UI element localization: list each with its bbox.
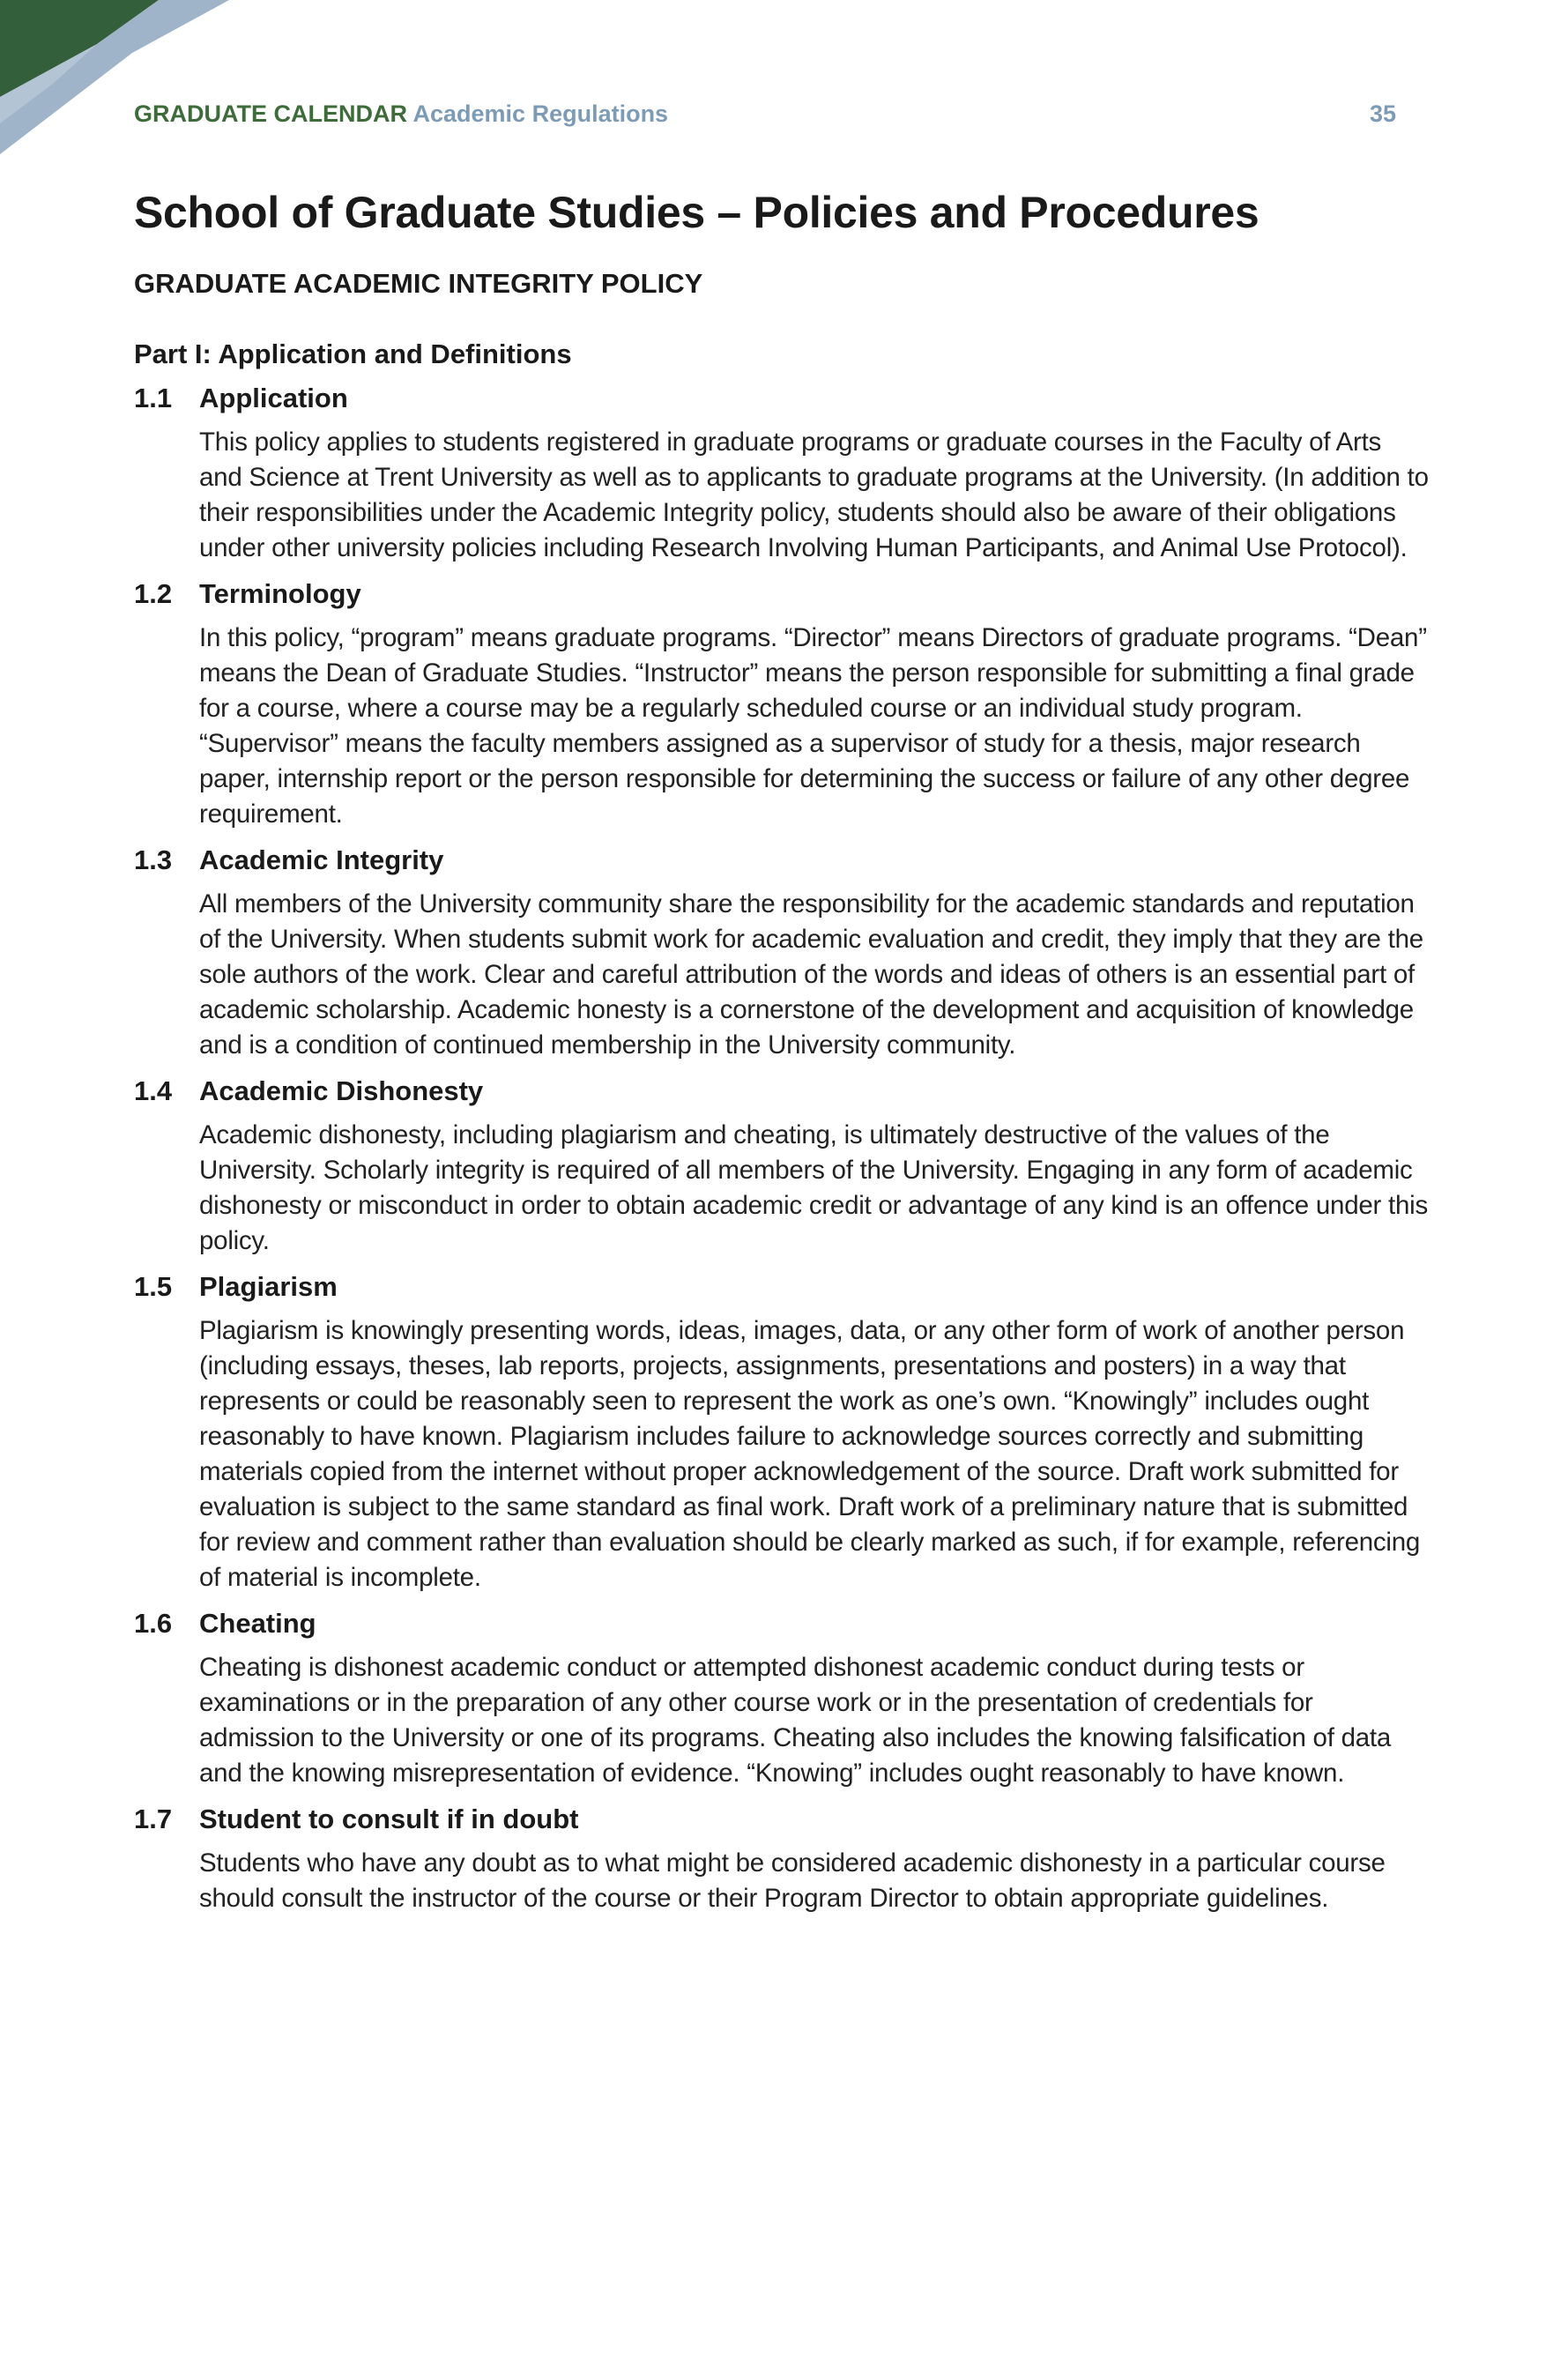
section-heading — [134, 844, 1430, 876]
section-title: Academic Integrity — [199, 844, 444, 875]
section-title: Application — [199, 383, 348, 413]
section-title: Academic Dishonesty — [199, 1075, 484, 1106]
section-1-6 — [134, 1608, 1430, 1791]
section-body: In this policy, “program” means graduate programs. “Director” means Directors of graduate programs. “Dean” means the Dean of Graduate Studies. “Instructor” means the person responsible for submitting a final grade for a course, where a course may be a regularly scheduled course or an individual study program. “Supervisor” means the faculty members assigned as a supervisor of study for a thesis, major research paper, internship report or the person responsible for determining the success or failure of any other degree requirement. — [199, 623, 1427, 829]
section-body: Students who have any doubt as to what might be considered academic dishonesty in a particular course should consult the instructor of the course or their Program Director to obtain appropriate guidelines. — [199, 1848, 1386, 1913]
section-1-1 — [134, 383, 1430, 566]
section-label: Academic Regulations — [412, 100, 669, 127]
part-title: Part I: Application and Definitions — [134, 338, 572, 369]
section-heading — [134, 1608, 1430, 1640]
section-body: Plagiarism is knowingly presenting words, ideas, images, data, or any other form of work of another person (including essays, theses, lab reports, projects, assignments, presentations and posters) in a way that represents or could be reasonably seen to represent the work as one’s own. “Knowingly” includes ought reasonably to have known. Plagiarism includes failure to acknowledge sources correctly and submitting materials copied from the internet without proper acknowledgement of the source. Draft work submitted for evaluation is subject to the same standard as final work. Draft work of a preliminary nature that is submitted for review and comment rather than evaluation should be clearly marked as such, if for example, referencing of material is incomplete. — [199, 1316, 1421, 1592]
section-1-2 — [134, 578, 1430, 832]
section-body: Cheating is dishonest academic conduct or attempted dishonest academic conduct during tests or examinations or in the preparation of any other course work or in the presentation of credentials for admission to the University or one of its programs. Cheating also includes the knowing falsification of data and the knowing misrepresentation of evidence. “Knowing” includes ought reasonably to have known. — [199, 1653, 1392, 1788]
section-body: All members of the University community share the responsibility for the academic standards and reputation of the University. When students submit work for academic evaluation and credit, they imply that they are the sole authors of the work. Clear and careful attribution of the words and ideas of others is an essential part of academic scholarship. Academic honesty is a cornerstone of the development and acquisition of knowledge and is a condition of continued membership in the University community. — [199, 889, 1423, 1060]
section-title: Terminology — [199, 578, 361, 609]
page-title: School of Graduate Studies – Policies and Procedures — [134, 188, 1259, 237]
page-number: 35 — [1369, 100, 1396, 127]
section-body: Academic dishonesty, including plagiarism and cheating, is ultimately destructive of the values of the University. Scholarly integrity is required of all members of the University. Engaging in any form of academic dishonesty or misconduct in order to obtain academic credit or advantage of any kind is an offence under this policy. — [199, 1120, 1428, 1255]
calendar-label: GRADUATE CALENDAR — [134, 100, 407, 127]
section-1-3 — [134, 844, 1430, 1063]
section-number: 1.6 — [134, 1608, 173, 1639]
section-heading — [134, 1271, 1430, 1303]
section-number: 1.7 — [134, 1804, 173, 1834]
section-1-7 — [134, 1804, 1430, 1916]
page-content — [134, 187, 1430, 1929]
running-header — [134, 100, 1396, 128]
section-number: 1.3 — [134, 844, 173, 875]
section-1-5 — [134, 1271, 1430, 1595]
section-number: 1.5 — [134, 1271, 173, 1302]
section-heading — [134, 1804, 1430, 1835]
section-title: Plagiarism — [199, 1271, 338, 1302]
section-1-4 — [134, 1075, 1430, 1259]
section-body: This policy applies to students registered in graduate programs or graduate courses in the Faculty of Arts and Science at Trent University as well as to applicants to graduate programs at the University. (In addition to their responsibilities under the Academic Integrity policy, students should also be aware of their obligations under other university policies including Research Involving Human Participants, and Animal Use Protocol). — [199, 428, 1429, 562]
section-title: Cheating — [199, 1608, 316, 1639]
corner-decoration — [0, 0, 264, 159]
section-heading — [134, 383, 1430, 414]
policy-title: GRADUATE ACADEMIC INTEGRITY POLICY — [134, 268, 703, 299]
section-title: Student to consult if in doubt — [199, 1804, 579, 1834]
section-number: 1.2 — [134, 578, 173, 609]
header-left — [134, 100, 668, 128]
section-heading — [134, 578, 1430, 610]
section-heading — [134, 1075, 1430, 1107]
section-number: 1.1 — [134, 383, 173, 413]
section-number: 1.4 — [134, 1075, 173, 1106]
